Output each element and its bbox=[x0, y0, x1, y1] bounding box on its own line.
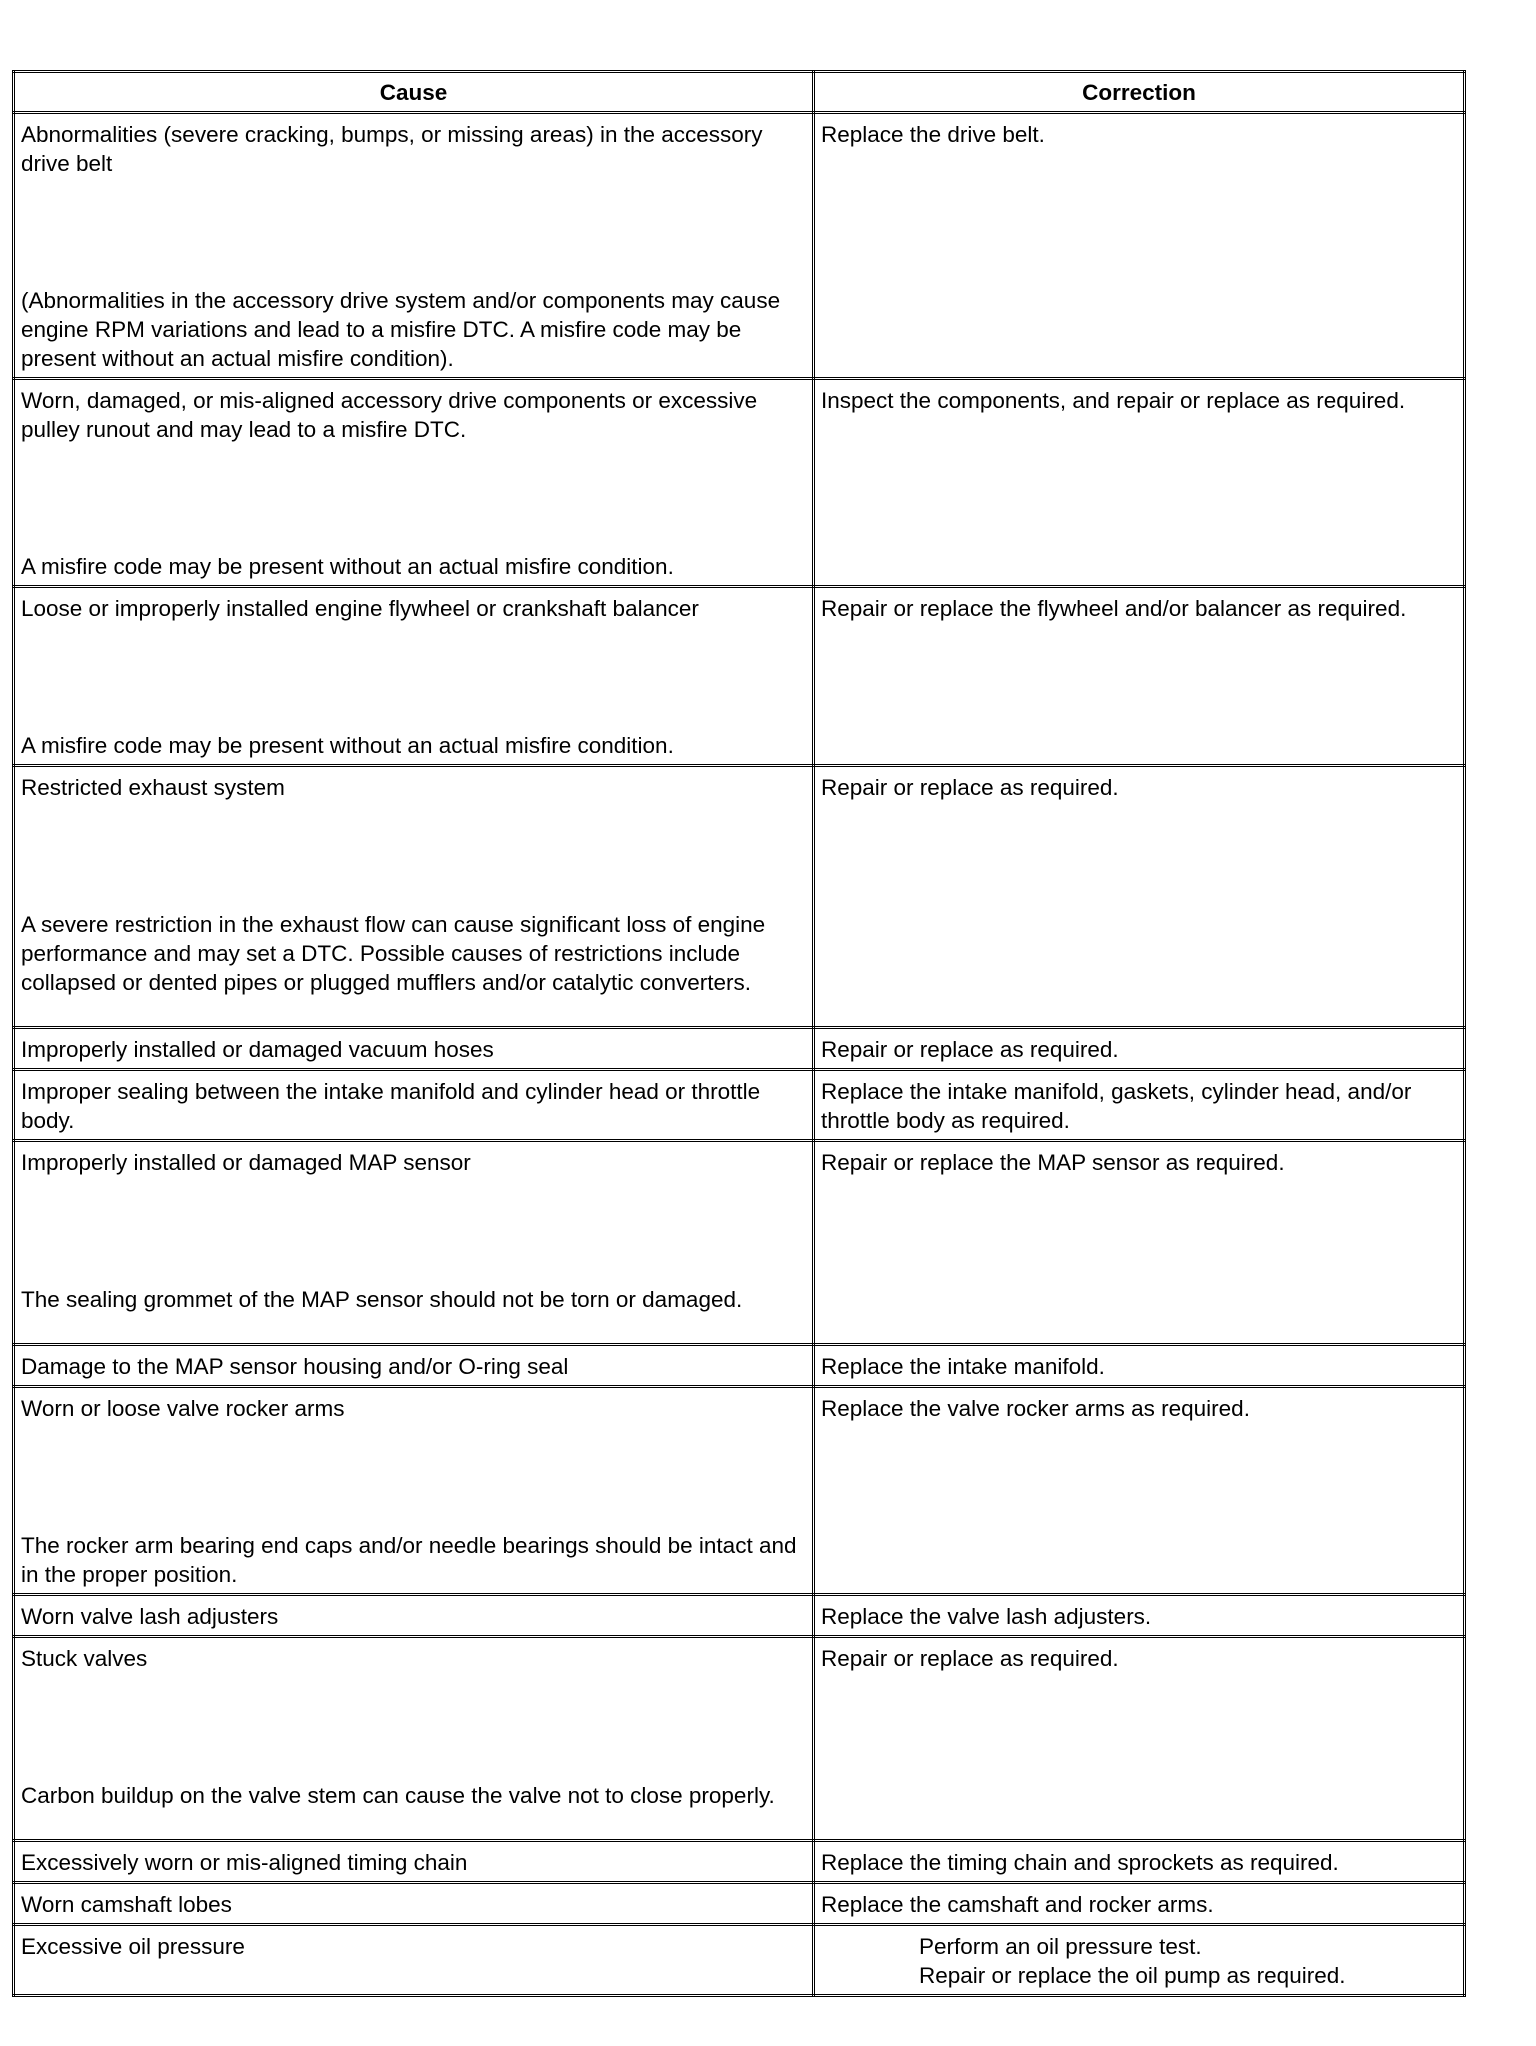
cause-note: The sealing grommet of the MAP sensor should not be torn or damaged. bbox=[21, 1287, 743, 1312]
cause-text: Worn, damaged, or mis-aligned accessory drive components or excessive pulley runout and may lead to a misfire DTC. bbox=[21, 388, 758, 442]
correction-step: Perform an oil pressure test. bbox=[919, 1934, 1202, 1959]
cause-cell: Excessive oil pressure bbox=[14, 1925, 814, 1996]
cause-note: A severe restriction in the exhaust flow can cause significant loss of engine performance and may set a DTC. Possible causes of restrictions include collapsed or dented pipes or plugged mufflers and/or catalytic converters. bbox=[21, 912, 766, 995]
cause-cell bbox=[14, 1637, 814, 1841]
table-row bbox=[14, 1070, 1465, 1141]
cause-cell bbox=[14, 1141, 814, 1345]
table-row bbox=[14, 379, 1465, 587]
correction-cell bbox=[814, 1925, 1465, 1996]
cause-cell: Improper sealing between the intake manifold and cylinder head or throttle body. bbox=[14, 1070, 814, 1141]
cause-text: Improperly installed or damaged MAP sensor bbox=[21, 1150, 471, 1175]
correction-cell: Repair or replace as required. bbox=[814, 1637, 1465, 1841]
table-row bbox=[14, 587, 1465, 766]
table-row bbox=[14, 1141, 1465, 1345]
table-header-row bbox=[14, 72, 1465, 113]
spacer bbox=[21, 1673, 806, 1781]
cause-cell: Improperly installed or damaged vacuum hoses bbox=[14, 1028, 814, 1070]
cause-cell: Worn camshaft lobes bbox=[14, 1883, 814, 1925]
spacer bbox=[21, 623, 806, 731]
cause-text: Worn or loose valve rocker arms bbox=[21, 1396, 345, 1421]
table-row bbox=[14, 1595, 1465, 1637]
column-header-correction: Correction bbox=[814, 72, 1465, 113]
spacer bbox=[21, 802, 806, 910]
table-row bbox=[14, 766, 1465, 1028]
spacer bbox=[21, 178, 806, 286]
cause-text: Stuck valves bbox=[21, 1646, 148, 1671]
correction-cell: Replace the timing chain and sprockets as required. bbox=[814, 1841, 1465, 1883]
table-row bbox=[14, 113, 1465, 379]
cause-cell bbox=[14, 587, 814, 766]
table-row bbox=[14, 1637, 1465, 1841]
correction-cell: Repair or replace the MAP sensor as required. bbox=[814, 1141, 1465, 1345]
cause-note: (Abnormalities in the accessory drive system and/or components may cause engine RPM variations and lead to a misfire DTC. A misfire code may be present without an actual misfire condition). bbox=[21, 288, 781, 371]
cause-cell bbox=[14, 379, 814, 587]
cause-cell: Damage to the MAP sensor housing and/or O-ring seal bbox=[14, 1345, 814, 1387]
cause-cell: Excessively worn or mis-aligned timing chain bbox=[14, 1841, 814, 1883]
spacer bbox=[21, 444, 806, 552]
cause-cell bbox=[14, 1387, 814, 1595]
table-row bbox=[14, 1028, 1465, 1070]
table-row bbox=[14, 1925, 1465, 1996]
correction-cell: Replace the camshaft and rocker arms. bbox=[814, 1883, 1465, 1925]
correction-step: Repair or replace the oil pump as required. bbox=[919, 1963, 1346, 1988]
correction-cell: Repair or replace as required. bbox=[814, 1028, 1465, 1070]
cause-correction-table bbox=[12, 70, 1466, 1997]
column-header-cause: Cause bbox=[14, 72, 814, 113]
cause-note: The rocker arm bearing end caps and/or needle bearings should be intact and in the proper position. bbox=[21, 1533, 797, 1587]
correction-cell: Replace the intake manifold. bbox=[814, 1345, 1465, 1387]
table-row bbox=[14, 1387, 1465, 1595]
cause-text: Restricted exhaust system bbox=[21, 775, 285, 800]
table-row bbox=[14, 1883, 1465, 1925]
correction-cell: Replace the valve lash adjusters. bbox=[814, 1595, 1465, 1637]
cause-note: Carbon buildup on the valve stem can cause the valve not to close properly. bbox=[21, 1783, 775, 1808]
spacer bbox=[21, 1423, 806, 1531]
correction-cell: Inspect the components, and repair or replace as required. bbox=[814, 379, 1465, 587]
cause-cell: Worn valve lash adjusters bbox=[14, 1595, 814, 1637]
cause-text: Abnormalities (severe cracking, bumps, or missing areas) in the accessory drive belt bbox=[21, 122, 763, 176]
cause-cell bbox=[14, 766, 814, 1028]
cause-cell bbox=[14, 113, 814, 379]
correction-cell: Replace the intake manifold, gaskets, cylinder head, and/or throttle body as required. bbox=[814, 1070, 1465, 1141]
table-row bbox=[14, 1841, 1465, 1883]
cause-note: A misfire code may be present without an actual misfire condition. bbox=[21, 733, 674, 758]
correction-cell: Replace the valve rocker arms as required. bbox=[814, 1387, 1465, 1595]
spacer bbox=[21, 1177, 806, 1285]
cause-note: A misfire code may be present without an actual misfire condition. bbox=[21, 554, 674, 579]
correction-cell: Repair or replace as required. bbox=[814, 766, 1465, 1028]
table-row bbox=[14, 1345, 1465, 1387]
cause-text: Loose or improperly installed engine flywheel or crankshaft balancer bbox=[21, 596, 699, 621]
correction-cell: Replace the drive belt. bbox=[814, 113, 1465, 379]
correction-cell: Repair or replace the flywheel and/or balancer as required. bbox=[814, 587, 1465, 766]
